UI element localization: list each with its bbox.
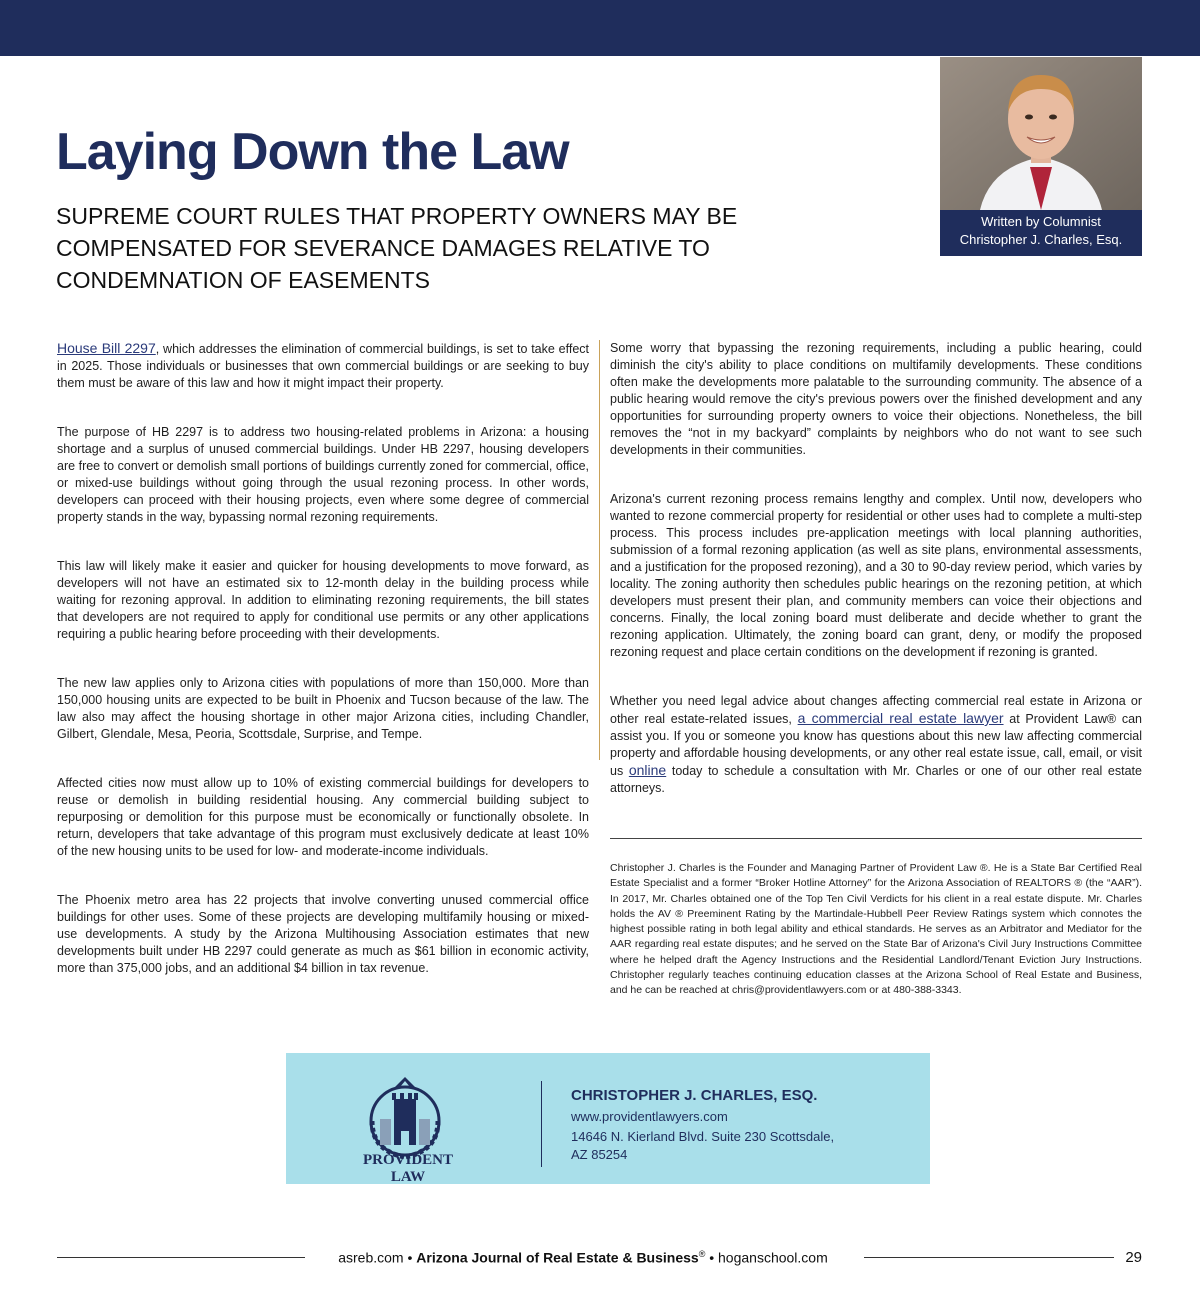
- paragraph-text: Whether you need legal advice about changes affecting commercial real estate in Arizona or other real estate-related issues,: [610, 694, 1142, 726]
- contact-website[interactable]: www.providentlawyers.com: [571, 1109, 728, 1124]
- footer-rule-right: [864, 1257, 1114, 1258]
- contact-card: [286, 1053, 930, 1184]
- paragraph: Affected cities now must allow up to 10% of existing commercial buildings for developers to reuse or demolish in building residential housing. Any commercial building subject to repurposing or demolition for this purpose must be economically or functionally obsolete. In return, developers that take advantage of this program must exclusively dedicate at least 10% of the new housing units to be used for low- and moderate-income individuals.: [57, 776, 589, 858]
- card-divider: [541, 1081, 542, 1167]
- logo-wordmark: PROVIDENT LAW: [362, 1152, 453, 1185]
- footer: [300, 1249, 866, 1266]
- byline-name: Christopher J. Charles, Esq.: [959, 232, 1123, 247]
- paragraph: Arizona's current rezoning process remains lengthy and complex. Until now, developers who wanted to rezone commercial property for residential or other uses had to complete a multi-step process. This process includes pre-application meetings with local planning authorities, submission of a formal rezoning application (as well as site plans, environmental assessments, and a justification for the proposed rezoning), and a 30 to 90-day review period, which varies by locality. The zoning authority then schedules public hearings on the rezoning petition, at which developers must present their plan, and community members can voice their objections and concerns. Finally, the local zoning board must deliberate and decide whether to grant the rezoning application. Ultimately, the zoning board can grant, deny, or modify the proposed rezoning request and place certain conditions on the development if rezoning is granted.: [610, 492, 1142, 659]
- byline-label: Written by Columnist: [981, 214, 1101, 229]
- paragraph: The Phoenix metro area has 22 projects that involve converting unused commercial office buildings for other uses. Some of these projects are developing multifamily housing or mixed-use developments. A study by the Arizona Multihousing Association estimates that new developments built under HB 2297 could generate as much as $61 billion in economic activity, more than 375,000 jobs, and an additional $4 billion in tax revenue.: [57, 893, 589, 975]
- paragraph-text: , which addresses the elimination of commercial buildings, is set to take effect in 2025. Those individuals or businesses that own commercial buildings or are seeking to buy them must be aware of this law and how it might impact their property.: [57, 342, 589, 390]
- footer-left[interactable]: asreb.com •: [338, 1249, 417, 1266]
- article-subtitle: SUPREME COURT RULES THAT PROPERTY OWNERS MAY BE COMPENSATED FOR SEVERANCE DAMAGES RELATIVE TO CONDEMNATION OF EASEMENTS: [56, 203, 738, 293]
- paragraph: The purpose of HB 2297 is to address two housing-related problems in Arizona: a housing shortage and a surplus of unused commercial buildings. Under HB 2297, housing developers are free to convert or demolish small portions of buildings currently zoned for commercial, office, or mixed-use buildings without going through the usual rezoning process. In other words, developers can proceed with their housing projects, even where some degree of commercial property stands in the way, bypassing normal rezoning requirements.: [57, 425, 589, 524]
- article-title: Laying Down the Law: [56, 123, 569, 181]
- left-column: [57, 340, 589, 1009]
- author-bio: Christopher J. Charles is the Founder and Managing Partner of Provident Law ®. He is a State Bar Certified Real Estate Specialist and a former “Broker Hotline Attorney” for the Arizona Association of REALTORS ® (the “AAR”). In 2017, Mr. Charles obtained one of the Top Ten Civil Verdicts for his client in a real estate dispute. Mr. Charles holds the AV ® Preeminent Rating by the Martindale-Hubbell Peer Review Ratings system which connotes the highest possible rating in both legal ability and ethical standards. He serves as an Arbitrator and Mediator for the AAR regarding real estate disputes; and he served on the State Bar of Arizona's Civil Jury Instructions Committee where he helped draft the Agency Instructions and the Residential Landlord/Tenant Eviction Jury Instructions. Christopher regularly teaches continuing education classes at the Arizona School of Real Estate and Business, and he can be reached at chris@providentlawyers.com or at 480-388-3343.: [610, 862, 1142, 997]
- contact-address-line1: 14646 N. Kierland Blvd. Suite 230 Scottsdale,: [571, 1129, 835, 1144]
- author-photo: [940, 57, 1142, 210]
- top-banner: [0, 0, 1200, 56]
- paragraph-text: today to schedule a consultation with Mr. Charles or one of our other real estate attorneys.: [610, 764, 1142, 795]
- paragraph: Some worry that bypassing the rezoning requirements, including a public hearing, could diminish the city's ability to place conditions on multifamily developments. These conditions often make the developments more palatable to the surrounding community. The absence of a public hearing would remove the city's previous powers over the finished development and any opportunities for surrounding property owners to voice their objections. Nonetheless, the bill removes the “not in my backyard” complaints by neighbors who do not want to see such developments in their communities.: [610, 341, 1142, 457]
- paragraph-text: at Provident Law® can assist you. If you or someone you know has questions about this new law affecting commercial property and affordable housing developments, or any other real estate issue, call, email, or visit us: [610, 712, 1142, 778]
- footer-rule-left: [57, 1257, 305, 1258]
- paragraph: [57, 340, 589, 392]
- online-link[interactable]: online: [628, 762, 667, 778]
- contact-name: CHRISTOPHER J. CHARLES, ESQ.: [571, 1087, 818, 1104]
- house-bill-link[interactable]: House Bill 2297: [57, 340, 156, 356]
- author-byline: [940, 213, 1142, 249]
- right-column: [610, 340, 1142, 829]
- footer-right[interactable]: • hoganschool.com: [705, 1249, 828, 1266]
- commercial-lawyer-link[interactable]: a commercial real estate lawyer: [797, 710, 1004, 726]
- footer-registered: ®: [698, 1249, 706, 1259]
- footer-journal: Arizona Journal of Real Estate & Business: [416, 1249, 699, 1266]
- paragraph: The new law applies only to Arizona cities with populations of more than 150,000. More than 150,000 housing units are expected to be built in Phoenix and Tucson because of the law. The law also may affect the housing shortage in other major Arizona cities, including Chandler, Gilbert, Glendale, Mesa, Peoria, Scottsdale, Surprise, and Tempe.: [57, 676, 589, 741]
- page-number: 29: [1125, 1249, 1142, 1266]
- bio-divider: [610, 838, 1142, 839]
- paragraph: [610, 693, 1142, 797]
- contact-address-line2: AZ 85254: [571, 1147, 628, 1162]
- paragraph: This law will likely make it easier and quicker for housing developments to move forward, as developers will not have an estimated six to 12-month delay in the building process while waiting for rezoning approval. In addition to eliminating rezoning requirements, the bill states that developers are not required to apply for conditional use permits or any other applications requiring a public hearing before proceeding with their developments.: [57, 559, 589, 641]
- column-divider: [599, 340, 600, 760]
- author-card: [940, 57, 1142, 256]
